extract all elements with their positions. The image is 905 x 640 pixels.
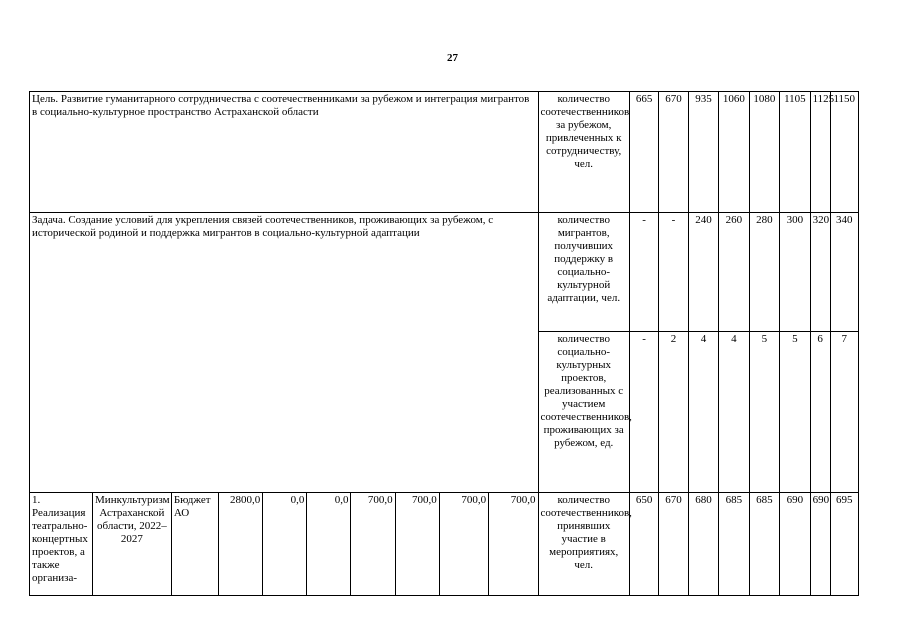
task-row — [30, 213, 859, 332]
task-value: 4 — [688, 332, 718, 493]
task-value: - — [659, 213, 688, 332]
goal-value: 1105 — [780, 92, 810, 213]
task-value: 2 — [659, 332, 688, 493]
goal-value: 1080 — [749, 92, 779, 213]
program-table — [29, 91, 859, 596]
finance-value: 700,0 — [351, 493, 395, 596]
task-indicator-projects: количество социально-культурных проектов, реализованных с участием соотечественников, проживающих за рубежом, ед. — [538, 332, 629, 493]
task-value: 320 — [810, 213, 830, 332]
finance-value: 700,0 — [439, 493, 488, 596]
goal-value: 665 — [629, 92, 658, 213]
event-indicator: количество соотечественников, принявших участие в мероприятиях, чел. — [538, 493, 629, 596]
task-value: - — [629, 213, 658, 332]
page-number: 27 — [447, 52, 458, 64]
finance-value: 0,0 — [307, 493, 351, 596]
task-value: 240 — [688, 213, 718, 332]
event-value: 690 — [810, 493, 830, 596]
finance-value: 700,0 — [489, 493, 538, 596]
event-value: 695 — [830, 493, 858, 596]
task-value: 260 — [719, 213, 749, 332]
task-text: Задача. Создание условий для укрепления связей соотечественников, проживающих за рубежом, с исторической родиной и поддержка мигрантов в социально-культурной адаптации — [30, 213, 539, 493]
task-value: 5 — [780, 332, 810, 493]
event-value: 650 — [629, 493, 658, 596]
event-executor: Минкультуризм Астраханской области, 2022–2027 — [93, 493, 172, 596]
goal-text: Цель. Развитие гуманитарного сотрудничества с соотечественниками за рубежом и интеграция мигрантов в социально-культурное пространство Астраханской области — [30, 92, 539, 213]
goal-value: 1150 — [830, 92, 858, 213]
event-value: 670 — [659, 493, 688, 596]
goal-value: 670 — [659, 92, 688, 213]
task-value: 6 — [810, 332, 830, 493]
event-value: 685 — [719, 493, 749, 596]
goal-value: 935 — [688, 92, 718, 213]
event-value: 690 — [780, 493, 810, 596]
task-indicator-migrants: количество мигрантов, получивших поддержку в социально-культурной адаптации, чел. — [538, 213, 629, 332]
task-value: 340 — [830, 213, 858, 332]
finance-value: 0,0 — [263, 493, 307, 596]
goal-value: 1125 — [810, 92, 830, 213]
task-value: 4 — [719, 332, 749, 493]
event-value: 680 — [688, 493, 718, 596]
task-value: 280 — [749, 213, 779, 332]
task-value: - — [629, 332, 658, 493]
event-value: 685 — [749, 493, 779, 596]
goal-row — [30, 92, 859, 213]
task-value: 300 — [780, 213, 810, 332]
task-value: 5 — [749, 332, 779, 493]
event-source: Бюджет АО — [171, 493, 218, 596]
goal-value: 1060 — [719, 92, 749, 213]
event-row — [30, 493, 859, 596]
finance-value: 700,0 — [395, 493, 439, 596]
goal-indicator: количество соотечественников за рубежом, привлеченных к сотрудничеству, чел. — [538, 92, 629, 213]
event-name: 1. Реализация театрально-концертных проектов, а также организа- — [30, 493, 93, 596]
task-value: 7 — [830, 332, 858, 493]
finance-value: 2800,0 — [219, 493, 263, 596]
